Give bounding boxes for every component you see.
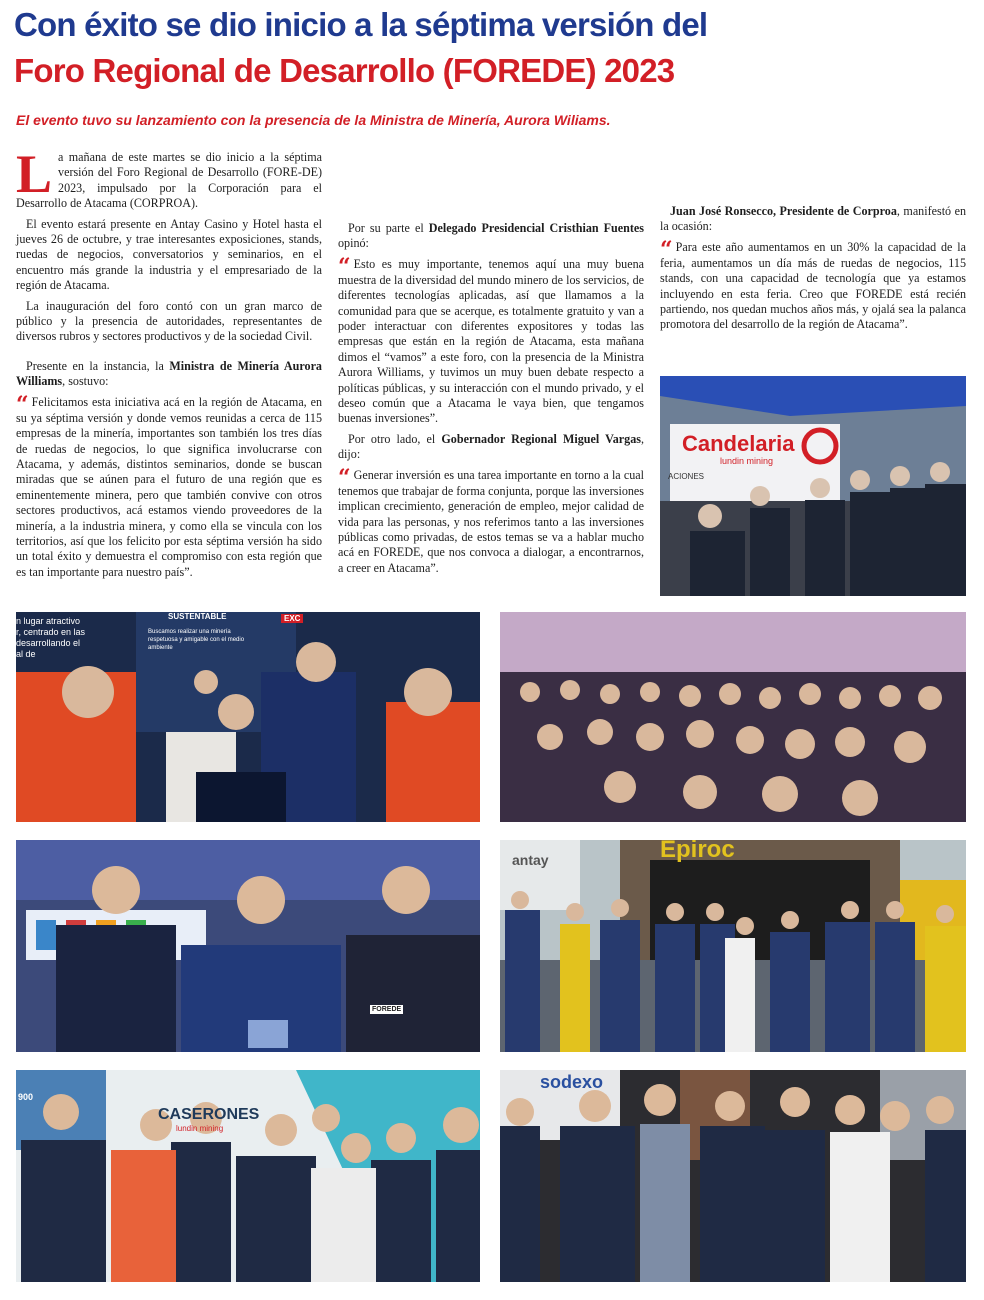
column-2-continuation xyxy=(338,221,644,576)
quote-mark-icon: “ xyxy=(338,253,351,280)
photo-sodexo-graphic xyxy=(500,1070,966,1282)
governor-name: Gobernador Regional Miguel Vargas xyxy=(441,431,641,446)
minister-name: Ministra de Minería Aurora Williams xyxy=(16,358,322,389)
candelaria-sub: lundin mining xyxy=(720,456,774,466)
article-column-1 xyxy=(16,144,322,585)
president-intro-post: , manifestó en la ocasión: xyxy=(660,204,966,234)
minister-photo-text-2: r, centrado en las xyxy=(16,627,86,637)
award-photo-tag: FOREDE xyxy=(372,1006,402,1013)
quote-minister-text: Felicitamos esta iniciativa acá en la región de Atacama, en su ya séptima versión y donde vemos reunidas a cerca de 115 empresas de la minería, importantes son también los tres días de ruedas de negocios, lo que significa involucrarse con Atacama, y además, distintos seminarios, donde se buscan miradas que se aúnen para el futuro de una región que es eminentemente minera, pero que también convive con otros sectores productivos, acá estamos viendo proveedores de la minería, a la industria minera, y como ella se vincula con los territorios, así que los felicito por esta séptima versión ha sido un total éxito y demuestra el compromiso con esta región que es tan importante para nuestro país”. xyxy=(16,394,322,579)
quote-president xyxy=(660,236,966,333)
minister-photo-panel-text: Buscamos realizar una minería respetuosa y amigable con el medio ambiente xyxy=(148,629,245,651)
photo-candelaria-graphic xyxy=(660,376,966,596)
sodexo-logo: sodexo xyxy=(540,1072,604,1092)
photo-caserones-group xyxy=(16,1070,480,1282)
paragraph-minister-intro xyxy=(16,359,322,390)
delegate-intro-text: Por su parte el xyxy=(348,221,424,235)
quote-minister xyxy=(16,391,322,580)
quote-mark-icon: “ xyxy=(660,236,673,263)
dropcap: L xyxy=(16,144,53,204)
photo-epiroc-graphic xyxy=(500,840,966,1052)
photo-award xyxy=(16,840,480,1052)
minister-photo-panel-title: SUSTENTABLE xyxy=(168,612,227,621)
minister-intro-text: Presente en la instancia, la xyxy=(26,358,164,373)
antay-logo: antay xyxy=(512,852,549,868)
paragraph-intro-text: a mañana de este martes se dio inicio a la séptima versión del Foro Regional de Desarrollo (FORE-DE) 2023, impulsado por la Corporación para el Desarrollo de Atacama (CORPROA). xyxy=(16,150,322,211)
photo-candelaria-stand xyxy=(660,376,966,596)
quote-mark-icon: “ xyxy=(338,464,351,491)
caserones-sub: lundin mining xyxy=(176,1124,224,1133)
caserones-left-number: 900 xyxy=(18,1092,34,1102)
minister-photo-panel-exc: EXC xyxy=(281,614,303,623)
governor-intro-text: Por otro lado, el xyxy=(348,431,436,446)
candelaria-sign: Candelaria xyxy=(682,431,795,456)
headline-line-2: Foro Regional de Desarrollo (FOREDE) 2023 xyxy=(14,52,675,89)
epiroc-sign: Epiroc xyxy=(660,840,735,863)
quote-governor xyxy=(338,464,644,576)
paragraph-inauguration: La inauguración del foro contó con un gran marco de público y la presencia de autoridades, representantes de diversos rubros y sectores productivos y de la sociedad Civil. xyxy=(16,298,322,344)
quote-mark-icon: “ xyxy=(16,391,29,418)
article-column-2-text xyxy=(338,150,644,600)
quote-governor-text: Generar inversión es una tarea importante en torno a la cual tenemos que trabajar de forma conjunta, porque las inversiones implican crecimiento, generación de empleo, mejor calidad de vida para las personas, y nos referimos tanto a las inversiones públicas como privadas, de estos temas se va a hablar mucho acá en FOREDE, que nos convoca a dialogar, a encontrarnos, a creer en Atacama”. xyxy=(338,467,644,575)
photo-minister-graphic xyxy=(16,612,480,822)
photo-audience-graphic xyxy=(500,612,966,822)
paragraph-governor-intro xyxy=(338,432,644,463)
president-name: Juan José Ronsecco, Presidente de Corproa xyxy=(670,204,897,218)
headline xyxy=(14,2,974,94)
delegate-intro-post: opinó: xyxy=(338,236,369,251)
minister-intro-post: , sostuvo: xyxy=(62,374,109,389)
photo-epiroc-group xyxy=(500,840,966,1052)
delegate-name: Delegado Presidencial Cristhian Fuentes xyxy=(428,221,644,235)
quote-delegate-text: Esto es muy importante, tenemos aquí una muy buena muestra de la diversidad del mundo minero de los servicios, de diferentes tecnologías aplicadas, así que llamamos a la comunidad para que se acerque, es totalmente gratuito y van a poder interactuar con diferentes expositores y todas las empresas que están en la región de Atacama, esta mañana dimos el “vamos” a este foro, con la presencia de la Ministra Aurora Williams, y tuvimos un muy buen debate respecto a políticas públicas, y su interacción con el mundo privado, y el deseo común que a Atacama le vaya bien, que tengamos buenas inversiones”. xyxy=(338,256,644,426)
minister-photo-text-4: al de xyxy=(16,649,36,659)
candelaria-banner: ACIONES xyxy=(668,472,705,481)
caserones-logo: CASERONES xyxy=(158,1106,260,1123)
photo-caserones-graphic xyxy=(16,1070,480,1282)
paragraph-intro xyxy=(16,144,322,212)
photo-sodexo-group xyxy=(500,1070,966,1282)
quote-president-text: Para este año aumentamos en un 30% la capacidad de la feria, aumentamos un día más de ruedas de negocios, 115 stands, con una capacidad de tecnología que ya estamos incluyendo en esta feria. Creo que FOREDE está recién partiendo, nos quedan muchos años más, y ojalá sea la palanca promotora del desarrollo de la región de Atacama”. xyxy=(660,239,966,332)
headline-line-1: Con éxito se dio inicio a la séptima versión del xyxy=(14,6,708,43)
photo-audience xyxy=(500,612,966,822)
photo-award-graphic xyxy=(16,840,480,1052)
minister-photo-text xyxy=(16,616,85,660)
subtitle: El evento tuvo su lanzamiento con la presencia de la Ministra de Minería, Aurora Wiliams. xyxy=(16,112,611,128)
quote-delegate xyxy=(338,253,644,427)
minister-photo-text-1: n lugar atractivo xyxy=(16,616,81,626)
paragraph-delegate-intro xyxy=(338,221,644,252)
article-column-3-text xyxy=(660,150,966,370)
photo-minister-stand xyxy=(16,612,480,822)
paragraph-venue: El evento estará presente en Antay Casino y Hotel hasta el jueves 26 de octubre, y trae interesantes exposiciones, stands, ruedas de negocios, conversatorios y seminarios, en el encuentro más grande la industria y el empresariado de la región de Atacama. xyxy=(16,216,322,293)
paragraph-president-intro xyxy=(660,204,966,235)
governor-intro-post: , dijo: xyxy=(338,431,644,462)
minister-photo-text-3: desarrollando el xyxy=(16,638,81,648)
